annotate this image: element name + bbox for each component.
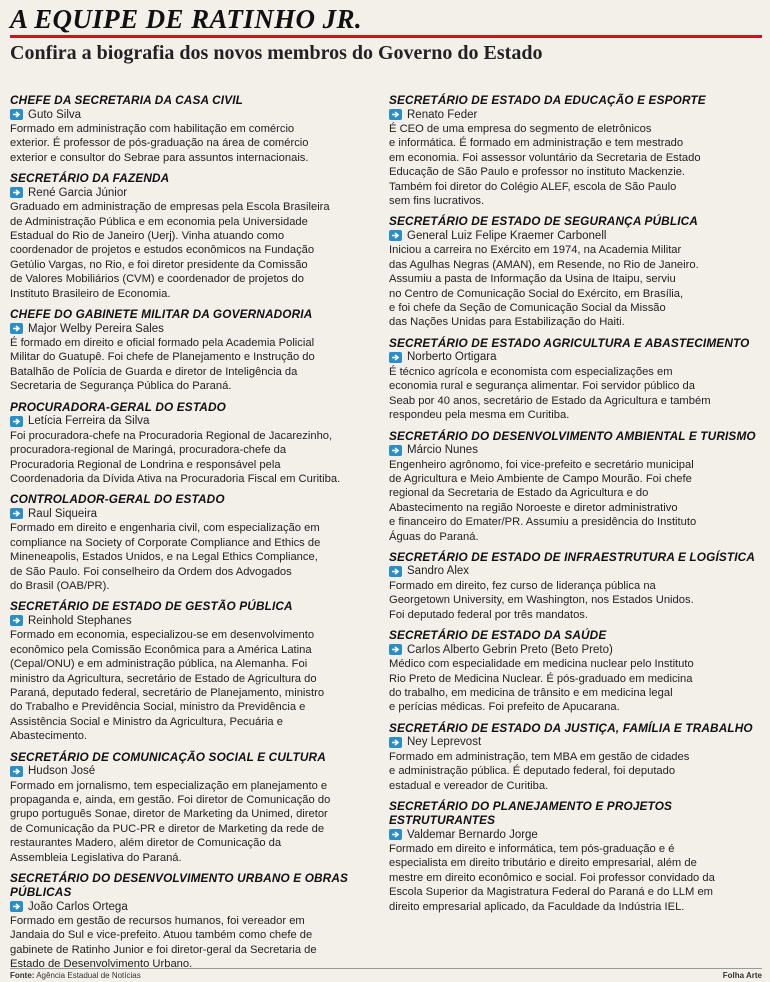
role-heading: SECRETÁRIO DO DESENVOLVIMENTO AMBIENTAL E TURISMO [389,428,756,443]
bio-line: Mineneapolis, Estados Unidos, e na Legal Ethics Compliance, [10,551,318,564]
name-row [389,107,761,122]
bio-line: grupo português Sonae, diretor de Marketing da Unimed, diretor [10,808,328,821]
name-row [389,735,761,750]
name-row [10,414,382,429]
bio-line: Assumiu a pasta de Informação da Usina de Itaipu, serviu [389,273,676,286]
member-name: Carlos Alberto Gebrin Preto (Beto Preto) [407,643,613,656]
role-heading: SECRETÁRIO DE COMUNICAÇÃO SOCIAL E CULTURA [10,749,326,764]
name-row [389,827,761,842]
bio-line: Engenheiro agrônomo, foi vice-prefeito e secretário municipal [389,458,694,471]
name-row [10,321,382,336]
bio-line: sem fins lucrativos. [389,195,485,208]
member-name: Reinhold Stephanes [28,614,132,627]
bio-entry [10,93,382,165]
member-name: Márcio Nunes [407,444,478,456]
role-heading: SECRETÁRIO DE ESTADO DA SAÚDE [389,628,607,643]
left-column [10,93,382,978]
role-heading: CONTROLADOR-GERAL DO ESTADO [10,492,225,507]
bio-line: em economia. Foi assessor voluntário da Secretaria de Estado [389,151,701,164]
member-bio [10,336,382,394]
page-footer [10,968,762,981]
member-name: Letícia Ferreira da Silva [28,415,150,428]
bio-entry [10,750,382,865]
page-subtitle: Confira a biografia dos novos membros do Governo do Estado [10,42,543,64]
source-label: Fonte: [10,971,35,980]
member-bio [389,243,761,329]
bio-line: É CEO de uma empresa do segmento de eletrônicos [389,123,652,135]
bio-line: Georgetown University, em Washington, nos Estados Unidos. [389,594,694,607]
bio-line: do trabalho, em medicina de trânsito e em medicina legal [389,686,673,699]
bio-line: É técnico agrícola e economista com especializações em [389,365,673,378]
member-bio [389,750,761,793]
bio-line: Foi deputado federal por três mandatos. [389,608,589,621]
member-name: João Carlos Ortega [28,900,128,913]
bio-line: Procuradoria Regional de Londrina e responsável pela [10,458,281,471]
arrow-right-icon [10,615,23,626]
bio-line: Foi procuradora-chefe na Procuradoria Regional de Jacarezinho, [10,429,333,442]
bio-line: Estado de Desenvolvimento Urbano. [10,958,193,971]
bio-line: de Valores Mobiliários (CVM) e coordenador de projetos do [10,273,304,286]
member-name: Valdemar Bernardo Jorge [407,828,538,841]
bio-line: Formado em direito e engenharia civil, com especialização em [10,522,320,535]
bio-line: especialista em direito tributário e direito empresarial, além de [389,857,697,870]
role-heading: SECRETÁRIO DE ESTADO DA EDUCAÇÃO E ESPORTE [389,93,706,107]
arrow-right-icon [389,230,402,241]
bio-entry [389,336,761,423]
bio-line: de São Paulo. Foi conselheiro da Ordem dos Advogados [10,565,292,578]
bio-line: e perícias médicas. Foi prefeito de Apucarana. [389,701,620,714]
bio-line: Graduado em administração de empresas pela Escola Brasileira [10,201,330,214]
bio-line: Águas do Paraná. [389,530,479,543]
bio-line: coordenador de projetos e estudos econômicos na Fundação [10,244,315,257]
name-row [10,764,382,779]
bio-line: Batalhão de Polícia de Guarda e diretor de Inteligência da [10,365,298,378]
bio-entry [10,171,382,301]
bio-entry [389,214,761,329]
source-credit [10,971,141,981]
member-bio [389,842,761,914]
bio-line: Coordenadoria da Dívida Ativa na Procuradoria Fiscal em Curitiba. [10,472,341,485]
bio-line: gabinete de Ratinho Junior e foi diretor-geral da Secretaria de [10,943,317,956]
arrow-right-icon [10,187,23,198]
member-bio [10,429,382,487]
bio-line: Assembleia Legislativa do Paraná. [10,851,182,864]
bio-entry [389,93,761,208]
arrow-right-icon [10,323,23,334]
bio-line: restaurantes Madero, além diretor de Comunicação da [10,837,282,850]
bio-line: Formado em direito e informática, tem pós-graduação e é [389,843,675,855]
bio-line: do Brasil (OAB/PR). [10,579,110,592]
bio-entry [389,721,761,793]
bio-line: e administração pública. É deputado federal, foi deputado [389,765,676,778]
bio-line: compliance na Society of Corporate Compliance and Ethics de [10,536,321,549]
bio-line: Também foi diretor do Colégio ALEF, escola de São Paulo [389,180,677,193]
bio-line: exterior e consultor do Sebrae para assuntos internacionais. [10,151,309,164]
role-heading: SECRETÁRIO DO PLANEJAMENTO E PROJETOS ESTRUTURANTES [389,799,673,827]
name-row [10,899,382,914]
name-row [389,350,761,365]
bio-line: Getúlio Vargas, no Rio, e foi diretor presidente da Comissão [10,258,308,271]
bio-line: Formado em gestão de recursos humanos, foi vereador em [10,915,305,928]
member-bio [10,122,382,165]
bio-line: Instituto Brasileiro de Economia. [10,287,171,300]
role-heading: CHEFE DO GABINETE MILITAR DA GOVERNADORIA [10,307,313,322]
bio-entry [10,871,382,972]
page-header [10,4,762,65]
bio-line: economia rural e segurança alimentar. Foi servidor público da [389,380,695,393]
bio-line: regional da Secretaria de Estado da Agricultura e do [389,487,649,500]
name-row [10,107,382,122]
bio-line: Escola Superior da Magistratura Federal do Paraná e do LLM em [389,886,713,899]
arrow-right-icon [389,644,402,655]
member-bio [10,779,382,865]
bio-line: Estadual do Rio de Janeiro (Uerj). Vinha atuando como [10,230,285,243]
bio-line: econômico pela Comissão Econômica para a América Latina [10,643,312,656]
bio-line: (Cepal/ONU) e em administração pública, na Alemanha. Foi [10,658,308,671]
page-title: A EQUIPE DE RATINHO JR. [10,4,363,34]
role-heading: SECRETÁRIO DE ESTADO AGRICULTURA E ABASTECIMENTO [389,335,750,350]
member-bio [389,657,761,715]
bio-line: Jandaia do Sul e vice-prefeito. Atuou também como chefe de [10,929,313,942]
bio-line: de Comunicação da PUC-PR e diretor de Marketing da rede de [10,822,325,835]
arrow-right-icon [10,416,23,427]
bio-line: e informática. É formado em administração e tem mestrado [389,137,684,150]
member-bio [10,200,382,301]
member-bio [389,458,761,544]
bio-line: Assistência Social e Ministro da Agricultura, Pecuária e [10,715,283,728]
member-bio [389,365,761,423]
bio-line: Paraná, deputado federal, secretário de Planejamento, ministro [10,686,325,699]
member-bio [389,579,761,622]
bio-entry [10,492,382,593]
bio-line: de Administração Pública e em economia pela Universidade [10,215,308,228]
name-row [389,228,761,243]
role-heading: SECRETÁRIO DE ESTADO DE GESTÃO PÚBLICA [10,599,293,614]
member-name: Raul Siqueira [28,507,98,520]
bio-line: direito empresarial aplicado, da Faculdade da Indústria IEL. [389,900,685,913]
bio-line: Formado em economia, especializou-se em desenvolvimento [10,629,315,642]
bio-line: É formado em direito e oficial formado pela Academia Policial [10,337,315,350]
role-heading: SECRETÁRIO DE ESTADO DE SEGURANÇA PÚBLICA [389,214,698,229]
arrow-right-icon [389,829,402,840]
bio-entry [10,307,382,394]
name-row [10,506,382,521]
bio-line: Abastecimento na região Noroeste e diretor administrativo [389,501,678,514]
member-name: General Luiz Felipe Kraemer Carbonell [407,229,607,242]
arrow-right-icon [10,109,23,120]
bio-line: Iniciou a carreira no Exército em 1974, na Academia Militar [389,244,682,257]
arrow-right-icon [10,508,23,519]
role-heading: CHEFE DA SECRETARIA DA CASA CIVIL [10,93,244,107]
member-bio [389,122,761,208]
title-rule [10,35,762,38]
member-name: René Garcia Júnior [28,186,128,199]
bio-line: das Nações Unidas para Estabilização do Haiti. [389,316,625,329]
name-row [389,443,761,458]
member-name: Hudson José [28,765,96,778]
bio-line: e foi chefe da Seção de Comunicação Social da Missão [389,302,666,315]
bio-line: Médico com especialidade em medicina nuclear pelo Instituto [389,658,694,671]
member-bio [10,914,382,972]
member-name: Sandro Alex [407,565,470,578]
bio-entry [389,550,761,622]
bio-line: no Centro de Comunicação Social do Exército, em Brasília, [389,287,684,300]
bio-line: mestre em direito econômico e social. Foi professor convidado da [389,871,715,884]
bio-line: ministro da Agricultura, secretário de Estado de Agricultura do [10,672,317,685]
bio-line: estadual e vereador de Curitiba. [389,779,549,792]
arrow-right-icon [389,352,402,363]
arrow-right-icon [10,766,23,777]
arrow-right-icon [389,566,402,577]
right-column [389,93,761,920]
bio-line: do Trabalho e Previdência Social, ministro da Previdência e [10,701,306,714]
name-row [389,564,761,579]
role-heading: SECRETÁRIO DE ESTADO DE INFRAESTRUTURA E LOGÍSTICA [389,549,756,564]
name-row [10,613,382,628]
member-name: Renato Feder [407,108,478,121]
bio-line: Rio Preto de Medicina Nuclear. É pós-graduado em medicina [389,672,693,685]
bio-line: exterior. É professor de pós-graduação na área de comércio [10,137,309,150]
bio-line: Formado em direito, fez curso de liderança pública na [389,579,656,592]
arrow-right-icon [10,901,23,912]
bio-line: das Agulhas Negras (AMAN), em Resende, no Rio de Janeiro. [389,258,699,271]
art-credit: Folha Arte [722,971,762,980]
bio-entry [389,429,761,544]
name-row [389,642,761,657]
bio-line: Seab por 40 anos, secretário de Estado da Agricultura e também [389,394,711,407]
bio-line: Abastecimento. [10,730,88,743]
member-bio [10,521,382,593]
member-name: Major Welby Pereira Sales [28,322,164,335]
member-name: Norberto Ortigara [407,351,497,364]
bio-line: Formado em jornalismo, tem especialização em planejamento e [10,779,328,792]
member-name: Ney Leprevost [407,736,482,749]
bio-entry [389,628,761,715]
bio-entry [389,799,761,914]
member-name: Guto Silva [28,108,82,121]
bio-line: Formado em administração, tem MBA em gestão de cidades [389,750,690,763]
bio-line: propaganda e, ainda, em gestão. Foi diretor de Comunicação do [10,794,331,806]
role-heading: SECRETÁRIO DE ESTADO DA JUSTIÇA, FAMÍLIA E TRABALHO [389,720,753,735]
bio-line: Formado em administração com habilitação em comércio [10,123,295,135]
bio-line: respondeu pela mesma em Curitiba. [389,409,570,422]
bio-line: procuradora-regional de Maringá, procuradora-chefe da [10,444,287,457]
role-heading: SECRETÁRIO DA FAZENDA [10,171,170,186]
bio-line: Militar do Guatupê. Foi chefe de Planejamento e Instrução do [10,351,315,364]
source-text: Agência Estadual de Notícias [36,971,141,980]
name-row [10,185,382,200]
role-heading: PROCURADORA-GERAL DO ESTADO [10,399,226,414]
bio-line: e financeiro do Emater/PR. Assumiu a presidência do Instituto [389,516,697,529]
arrow-right-icon [389,109,402,120]
bio-line: Secretaria de Segurança Pública do Paraná. [10,380,232,393]
bio-entry [10,599,382,743]
member-bio [10,628,382,743]
arrow-right-icon [389,737,402,748]
bio-line: de Agricultura e Meio Ambiente de Campo Mourão. Foi chefe [389,472,692,485]
bio-line: Educação de São Paulo e professor no instituto Mackenzie. [389,166,686,179]
role-heading: SECRETÁRIO DO DESENVOLVIMENTO URBANO E OBRAS PÚBLICAS [10,871,349,900]
arrow-right-icon [389,445,402,456]
bio-entry [10,400,382,487]
